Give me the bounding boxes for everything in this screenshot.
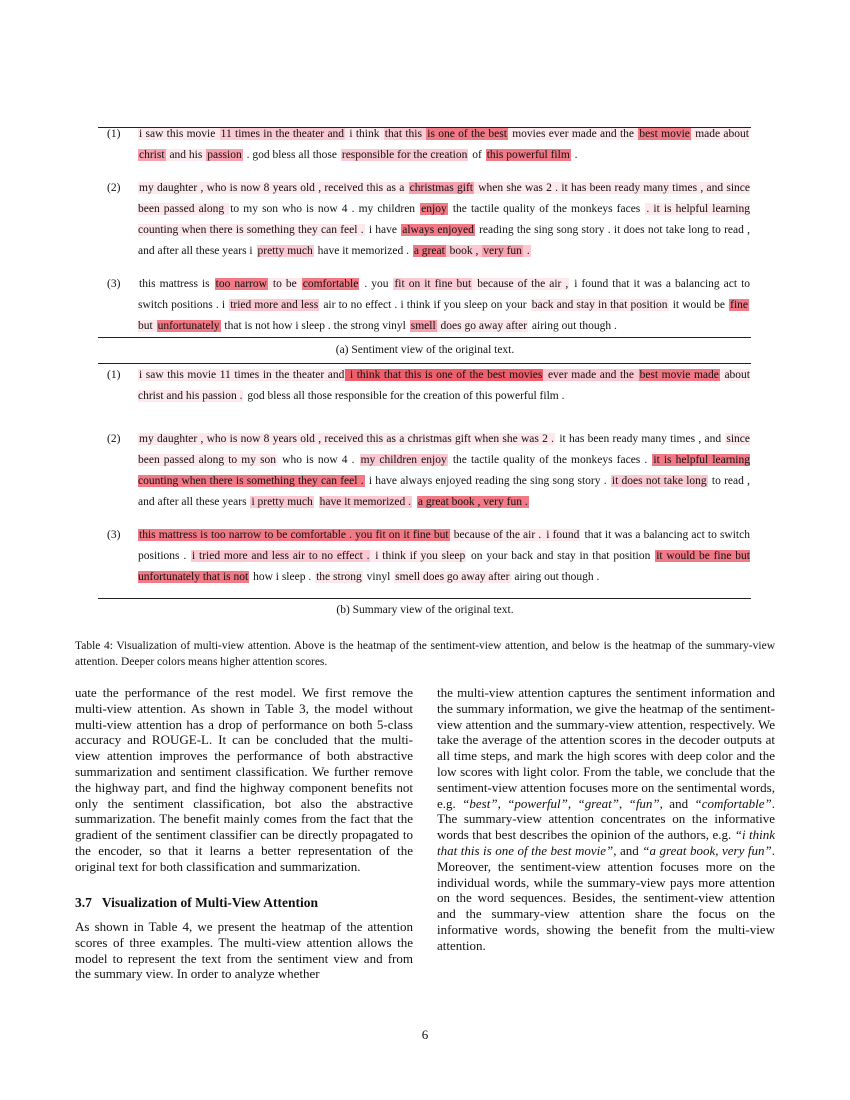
attention-token-span: this mattress is <box>139 278 214 290</box>
table-mid-rule <box>98 337 751 338</box>
attention-token-span: best movie made <box>639 369 719 381</box>
text-run: . The summary-view attention concentrates on the informative words that best describes the opinion of the authors, e.g. <box>437 795 776 843</box>
attention-token-span: i have <box>365 224 401 236</box>
attention-token-span: but <box>138 299 750 332</box>
attention-token-span: i pretty much <box>251 496 313 508</box>
attention-token-span: vinyl <box>363 571 394 583</box>
attention-token-span: the tactile quality of the monkeys faces . <box>448 454 652 466</box>
attention-token-span: i found <box>546 529 580 541</box>
attention-token-span: air to no effect . i think if you sleep on your <box>320 299 530 311</box>
paragraph-text: the multi-view attention captures the sentiment information and the summary information, we give the heatmap of the sentiment-view attention and the summary-view attention, respectively. We take the average of the attention scores in the decoder outputs at all time steps, and mark the high scores with deep color and the low scores with light color. From the table, we conclude that the sentiment-view attention focuses more on the sentimental words, e.g. “best”, “powerful”, “great”, “fun”, and “comfortable”. The summary-view attention concentrates on the informative words that best describes the opinion of the authors, e.g. “i think that this is one of the best movie”, and “a great book, very fun”. Moreover, the sentiment-view attention focuses more on the individual words, while the summary-view pays more attention on the word sequences. Besides, the sentiment-view attention and the summary-view attention share the focus on the informative words, showing the benefit from the multi-view attention. <box>437 685 776 953</box>
attention-token-span: my daughter , who is now 8 years old , received this as a christmas gift when she was 2 . <box>139 433 555 445</box>
attention-token-span: i think that this is one of the best movies <box>346 369 543 381</box>
sentiment-example-text <box>138 274 750 337</box>
attention-token-span: passion <box>207 149 242 161</box>
emphasis-quote: “i think that this is one of the best movie” <box>437 827 776 858</box>
attention-token-span: about christ and his passion . <box>138 369 750 402</box>
attention-token-span: airing out though . <box>511 571 600 583</box>
attention-token-span: because of the air . <box>450 529 545 541</box>
sentiment-example-number: (2) <box>107 182 121 194</box>
attention-token-span: fit on it fine but <box>394 278 472 290</box>
attention-token-span: i found that it was a balancing act to switch positions . i <box>138 278 751 311</box>
summary-example-number: (2) <box>107 433 121 445</box>
page-number: 6 <box>421 1027 429 1042</box>
attention-token-span: . <box>523 245 530 257</box>
attention-token-span: i saw this movie 11 times in the theater and <box>139 369 345 381</box>
attention-token-span: too narrow <box>215 278 267 290</box>
attention-token-span: how i sleep . <box>250 571 315 583</box>
emphasis-word: “best” <box>462 795 498 811</box>
attention-token-span: i tried more and less air to no effect . <box>192 550 370 562</box>
attention-token-span: responsible for the creation <box>341 149 468 161</box>
right-column-paragraph <box>437 685 775 954</box>
attention-token-span: to be <box>268 278 301 290</box>
attention-token-span: who is now 4 . <box>278 454 359 466</box>
attention-token-span: i think if you sleep <box>371 550 466 562</box>
attention-token-span: ever made and the <box>544 369 638 381</box>
attention-token-span: to read , and after all these years <box>138 475 751 508</box>
attention-token-span: a great book , very fun . <box>417 496 528 508</box>
attention-token-span: . it is helpful learning counting when there is something they can feel . <box>138 203 750 236</box>
text-run: the multi-view attention captures the sentiment information and the summary information, we give the heatmap of the sentiment-view attention and the summary-view attention, respectively. We take the average of the attention scores in the decoder outputs at all time steps, and mark the high scores with deep color and the low scores with light color. From the table, we conclude that the sentiment-view attention focuses more on the sentimental words, e.g. <box>437 685 775 811</box>
attention-token-span: that is not how i sleep . the strong vinyl <box>221 320 409 332</box>
attention-token-span <box>314 496 319 508</box>
sentiment-example-text <box>138 178 750 262</box>
attention-token-span: comfortable <box>302 278 359 290</box>
attention-token-span: christmas gift <box>409 182 473 194</box>
attention-token-span: this powerful film <box>486 149 570 161</box>
attention-token-span: tried more and less <box>230 299 319 311</box>
emphasis-quote: “a great book, very fun” <box>642 842 772 858</box>
attention-token-span: smell <box>410 320 436 332</box>
sentiment-view-caption: (a) Sentiment view of the original text. <box>335 344 515 356</box>
attention-token-span: enjoy <box>421 203 447 215</box>
attention-token-span: it has been ready many times , and <box>556 433 725 445</box>
attention-token-span: that this <box>384 128 426 140</box>
summary-example-text <box>138 525 750 588</box>
attention-token-span: . you <box>360 278 393 290</box>
attention-token-span: . <box>571 149 578 161</box>
summary-view-caption: (b) Summary view of the original text. <box>336 604 514 616</box>
attention-token-span: it would be <box>669 299 729 311</box>
attention-token-span: it would be fine but unfortunately that is not <box>138 550 750 583</box>
attention-token-span: my daughter , who is now 8 years old , received this as a <box>139 182 408 194</box>
attention-token-span: because of the air , <box>473 278 569 290</box>
attention-token-span: god bless all those responsible for the creation of this powerful film . <box>244 390 565 402</box>
attention-token-span: i saw this movie <box>139 128 219 140</box>
section-title: Visualization of Multi-View Attention <box>101 895 318 910</box>
attention-token-span: movies ever made and the <box>508 128 638 140</box>
attention-token-span: it does not take long <box>611 475 707 487</box>
attention-token-span: i think <box>346 128 383 140</box>
attention-token-span: best movie <box>639 128 690 140</box>
attention-token-span: to my son who is now 4 . my children <box>230 203 420 215</box>
attention-token-span: very fun <box>483 245 522 257</box>
attention-token-span: my children enjoy <box>360 454 447 466</box>
summary-example-number: (3) <box>107 529 121 541</box>
attention-token-span: this mattress is too narrow to be comfortable . you fit on it fine but <box>139 529 449 541</box>
emphasis-word: “fun” <box>628 795 660 811</box>
attention-token-span: of <box>469 149 485 161</box>
emphasis-word: “powerful” <box>507 795 568 811</box>
attention-token-span: on your back and stay in that position <box>467 550 655 562</box>
attention-token-span: it is helpful learning counting when there is something they can feel . <box>138 454 750 487</box>
section-heading <box>75 895 413 911</box>
summary-example-text <box>138 429 750 513</box>
attention-token-span: and his <box>166 149 206 161</box>
attention-token-span: is one of the best <box>427 128 507 140</box>
attention-token-span: since been passed along to my son <box>138 433 750 466</box>
attention-token-span: have it memorized . <box>314 245 412 257</box>
attention-token-span: back and stay in that position <box>531 299 668 311</box>
attention-token-span: smell does go away after <box>395 571 510 583</box>
attention-token-span: a great <box>413 245 445 257</box>
attention-token-span: christ <box>139 149 165 161</box>
attention-token-span: unfortunately <box>157 320 220 332</box>
emphasis-word: “great” <box>577 795 619 811</box>
table-bottom-rule <box>98 598 751 599</box>
attention-token-span: when she was 2 . it has been ready many times , and since been passed along <box>138 182 750 215</box>
attention-token-span: that it was a balancing act to switch positions . <box>138 529 750 562</box>
attention-token-span: pretty much <box>257 245 313 257</box>
attention-token-span: . god bless all those <box>243 149 340 161</box>
attention-token-span: does go away after <box>437 320 528 332</box>
sentiment-example-number: (3) <box>107 278 121 290</box>
text-run: . Moreover, the sentiment-view attention focuses more on the individual words, while the summary-view pays more attention on the word sequences. Besides, the sentiment-view attention and the summary-view attention share the focus on the informative words, showing the benefit from the multi-view attention. <box>437 842 775 953</box>
attention-token-span: made about <box>691 128 749 140</box>
paragraph-text: As shown in Table 4, we present the heatmap of the attention scores of three examples. The multi-view attention allows the model to represent the text from the sentiment view and from the summary view. In order to analyze whether <box>75 919 413 982</box>
sentiment-example-text <box>138 124 750 166</box>
attention-token-span: always enjoyed <box>402 224 474 236</box>
section-number: 3.7 <box>75 895 92 910</box>
table-mid-rule-2 <box>98 363 751 364</box>
left-column-paragraph-2 <box>75 919 413 982</box>
attention-token-span: fine <box>730 299 748 311</box>
attention-token-span: 11 times in the theater and <box>220 128 345 140</box>
paragraph-text: uate the performance of the rest model. We first remove the multi-view attention. As shown in Table 3, the model without multi-view attention has a drop of performance on both 5-class accuracy and ROUGE-L. It can be concluded that the multi-view attention improves the performance of both abstractive summarization and sentiment classification. We further remove the highway part, and find the highway component benefits not only the sentiment classification, bot also the abstractive summarization. The benefit mainly comes from the fact that the gradient of the sentiment classifier can be directly propagated to the encoder, so that it learns a better representation of the original text for both classification and summarization. <box>75 685 413 874</box>
summary-example-number: (1) <box>107 369 121 381</box>
summary-example-text <box>138 365 750 407</box>
attention-token-span: the strong <box>316 571 362 583</box>
attention-token-span: reading the sing song story . it does not take long to read , and after all these years i <box>138 224 751 257</box>
attention-token-span: airing out though . <box>529 320 617 332</box>
attention-token-span: book , <box>446 245 482 257</box>
left-column-paragraph <box>75 685 413 875</box>
sentiment-example-number: (1) <box>107 128 121 140</box>
attention-token-span: i have always enjoyed reading the sing song story . <box>365 475 610 487</box>
attention-token-span: the tactile quality of the monkeys faces <box>448 203 645 215</box>
attention-token-span: have it memorized . <box>319 496 411 508</box>
table-caption: Table 4: Visualization of multi-view attention. Above is the heatmap of the sentiment-view attention, and below is the heatmap of the summary-view attention. Deeper colors means higher attention scores. <box>75 640 775 668</box>
emphasis-word: “comfortable” <box>694 795 772 811</box>
